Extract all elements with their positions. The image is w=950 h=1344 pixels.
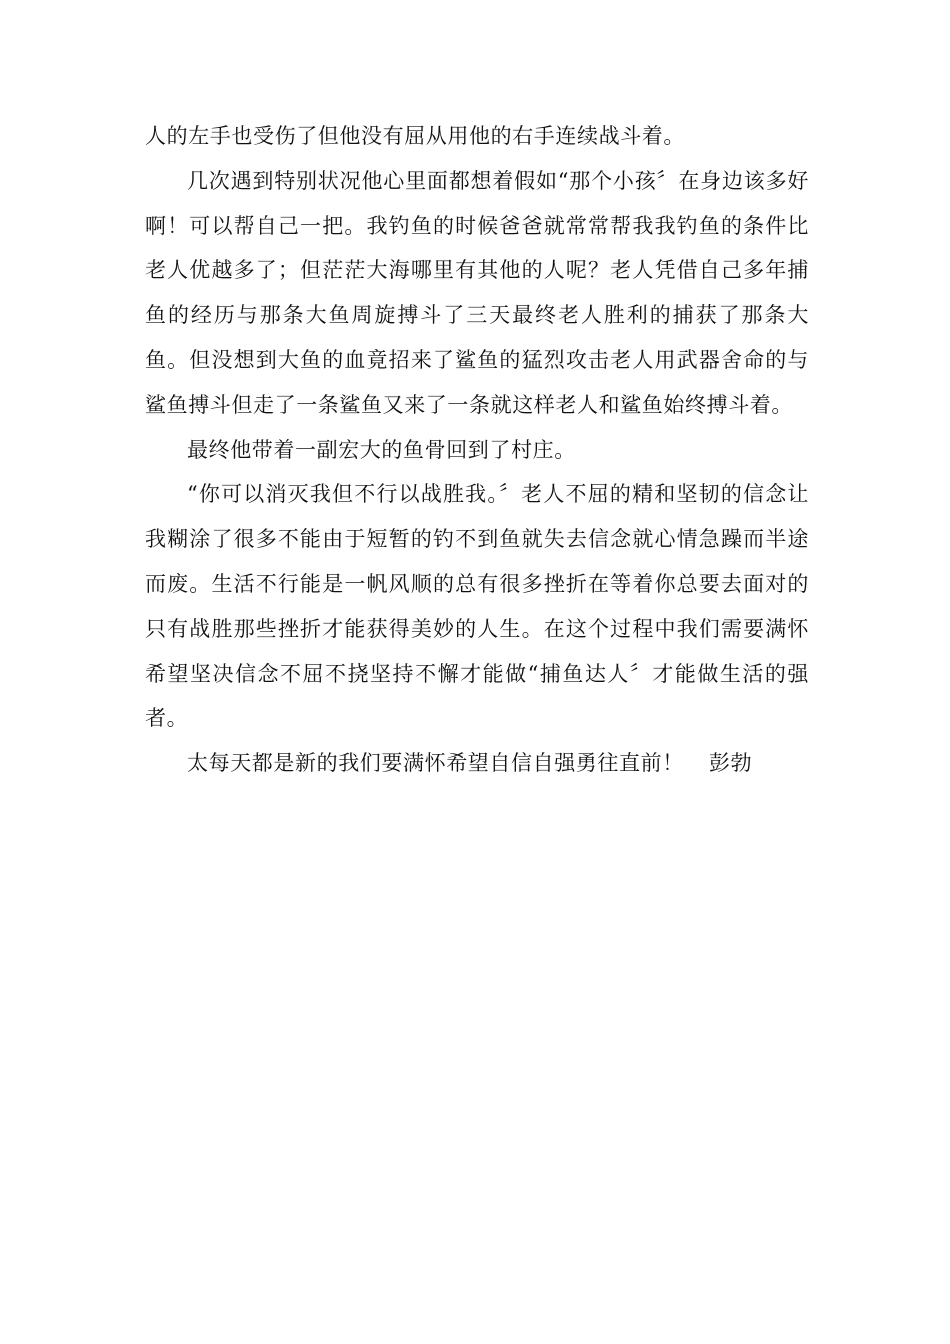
paragraph-2: 几次遇到特别状况他心里面都想着假如“那个小孩〞在身边该多好啊！可以帮自己一把。我钓鱼的时候爸爸就常常帮我我钓鱼的条件比老人优越多了；但茫茫大海哪里有其他的人呢？老人凭借自己多年捕鱼的经历与那条大鱼周旋搏斗了三天最终老人胜利的捕获了那条大鱼。但没想到大鱼的血竟招来了鲨鱼的猛烈攻击老人用武器舍命的与鲨鱼搏斗但走了一条鲨鱼又来了一条就这样老人和鲨鱼始终搏斗着。	[145, 168, 809, 417]
author-signature: 彭勃	[709, 751, 753, 776]
closing-sentence: 太每天都是新的我们要满怀希望自信自强勇往直前！	[187, 751, 684, 776]
paragraph-3: 最终他带着一副宏大的鱼骨回到了村庄。	[187, 437, 576, 462]
paragraph-1: 人的左手也受伤了但他没有屈从用他的右手连续战斗着。	[145, 124, 685, 148]
paragraph-4: “你可以消灭我但不行以战胜我。〞老人不屈的精和坚韧的信念让我糊涂了很多不能由于短暂的钓不到鱼就失去信念就心情急躁而半途而废。生活不行能是一帆风顺的总有很多挫折在等着你总要去面对的只有战胜那些挫折才能获得美妙的人生。在这个过程中我们需要满怀希望坚决信念不屈不挠坚持不懈才能做“捕鱼达人〞才能做生活的强者。	[145, 482, 809, 731]
document-body	[145, 114, 809, 786]
paragraph-5	[145, 741, 809, 786]
